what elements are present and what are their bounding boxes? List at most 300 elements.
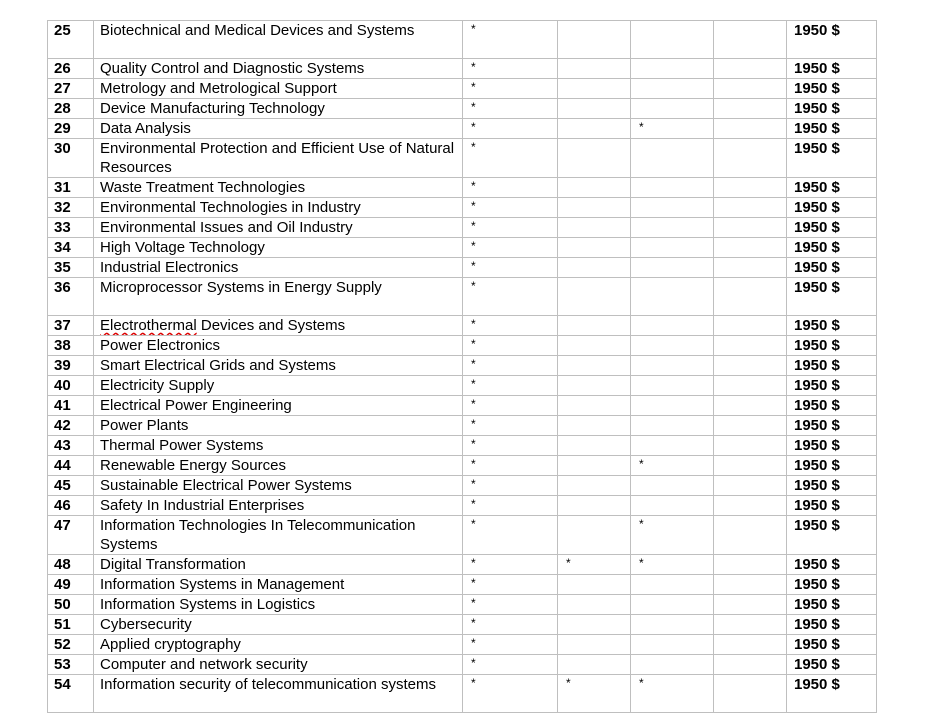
mark-col-1: * bbox=[471, 556, 476, 570]
row-number-cell bbox=[48, 555, 94, 575]
table-row bbox=[48, 595, 877, 615]
table-row bbox=[48, 59, 877, 79]
program-name: Power Plants bbox=[100, 417, 189, 434]
mark-col-1-cell bbox=[463, 456, 558, 476]
program-name-cell bbox=[94, 635, 463, 655]
programs-table bbox=[47, 20, 877, 713]
program-name: Environmental Issues and Oil Industry bbox=[100, 219, 353, 236]
program-name: Computer and network security bbox=[100, 656, 308, 673]
row-number-cell bbox=[48, 258, 94, 278]
row-number: 31 bbox=[54, 179, 71, 196]
mark-col-1-cell bbox=[463, 278, 558, 316]
mark-col-1: * bbox=[471, 417, 476, 431]
program-name-cell bbox=[94, 21, 463, 59]
mark-col-1: * bbox=[471, 616, 476, 630]
row-number-cell bbox=[48, 99, 94, 119]
mark-col-4-cell bbox=[714, 416, 787, 436]
mark-col-1-cell bbox=[463, 655, 558, 675]
price-cell bbox=[787, 99, 877, 119]
table-row bbox=[48, 119, 877, 139]
mark-col-2-cell bbox=[558, 595, 631, 615]
mark-col-2-cell bbox=[558, 79, 631, 99]
table-row bbox=[48, 278, 877, 316]
mark-col-4-cell bbox=[714, 496, 787, 516]
mark-col-2-cell bbox=[558, 178, 631, 198]
mark-col-1-cell bbox=[463, 198, 558, 218]
row-number: 35 bbox=[54, 259, 71, 276]
mark-col-3-cell bbox=[631, 59, 714, 79]
price-cell bbox=[787, 336, 877, 356]
row-number: 47 bbox=[54, 517, 71, 534]
price: 1950 $ bbox=[794, 616, 840, 633]
mark-col-2-cell bbox=[558, 496, 631, 516]
price-cell bbox=[787, 655, 877, 675]
mark-col-1: * bbox=[471, 457, 476, 471]
mark-col-3-cell bbox=[631, 376, 714, 396]
program-name: Industrial Electronics bbox=[100, 259, 239, 276]
row-number: 34 bbox=[54, 239, 71, 256]
mark-col-3: * bbox=[639, 517, 644, 531]
price-cell bbox=[787, 198, 877, 218]
mark-col-3-cell bbox=[631, 79, 714, 99]
mark-col-1: * bbox=[471, 377, 476, 391]
row-number-cell bbox=[48, 336, 94, 356]
program-name-cell bbox=[94, 336, 463, 356]
mark-col-1: * bbox=[471, 279, 476, 293]
mark-col-2-cell bbox=[558, 675, 631, 713]
price: 1950 $ bbox=[794, 259, 840, 276]
program-name-cell bbox=[94, 99, 463, 119]
row-number-cell bbox=[48, 139, 94, 178]
program-name: Device Manufacturing Technology bbox=[100, 100, 325, 117]
price: 1950 $ bbox=[794, 397, 840, 414]
program-name-cell bbox=[94, 178, 463, 198]
mark-col-1-cell bbox=[463, 79, 558, 99]
row-number: 30 bbox=[54, 140, 71, 157]
row-number: 38 bbox=[54, 337, 71, 354]
table-row bbox=[48, 336, 877, 356]
mark-col-1: * bbox=[471, 517, 476, 531]
program-name: Information Systems in Management bbox=[100, 576, 345, 593]
program-name-cell bbox=[94, 59, 463, 79]
mark-col-1: * bbox=[471, 337, 476, 351]
mark-col-1: * bbox=[471, 636, 476, 650]
mark-col-3-cell bbox=[631, 336, 714, 356]
table-row bbox=[48, 476, 877, 496]
program-name: Smart Electrical Grids and Systems bbox=[100, 357, 336, 374]
price: 1950 $ bbox=[794, 417, 840, 434]
price-cell bbox=[787, 119, 877, 139]
table-row bbox=[48, 178, 877, 198]
table-row bbox=[48, 21, 877, 59]
mark-col-3-cell bbox=[631, 635, 714, 655]
mark-col-4-cell bbox=[714, 258, 787, 278]
row-number: 42 bbox=[54, 417, 71, 434]
program-name-cell bbox=[94, 575, 463, 595]
mark-col-4-cell bbox=[714, 178, 787, 198]
mark-col-4-cell bbox=[714, 635, 787, 655]
mark-col-2-cell bbox=[558, 238, 631, 258]
mark-col-4-cell bbox=[714, 595, 787, 615]
price-cell bbox=[787, 178, 877, 198]
mark-col-1-cell bbox=[463, 356, 558, 376]
row-number-cell bbox=[48, 238, 94, 258]
mark-col-3-cell bbox=[631, 139, 714, 178]
mark-col-4-cell bbox=[714, 376, 787, 396]
row-number: 54 bbox=[54, 676, 71, 693]
program-name-cell bbox=[94, 356, 463, 376]
price: 1950 $ bbox=[794, 199, 840, 216]
row-number: 41 bbox=[54, 397, 71, 414]
mark-col-2-cell bbox=[558, 59, 631, 79]
row-number-cell bbox=[48, 21, 94, 59]
mark-col-3-cell bbox=[631, 595, 714, 615]
price: 1950 $ bbox=[794, 437, 840, 454]
mark-col-3-cell bbox=[631, 119, 714, 139]
mark-col-1: * bbox=[471, 179, 476, 193]
mark-col-3-cell bbox=[631, 516, 714, 555]
mark-col-4-cell bbox=[714, 516, 787, 555]
mark-col-3-cell bbox=[631, 258, 714, 278]
program-name-cell bbox=[94, 516, 463, 555]
price-cell bbox=[787, 436, 877, 456]
row-number-cell bbox=[48, 615, 94, 635]
program-name-cell bbox=[94, 675, 463, 713]
mark-col-1-cell bbox=[463, 99, 558, 119]
mark-col-2-cell bbox=[558, 278, 631, 316]
mark-col-4-cell bbox=[714, 575, 787, 595]
program-name-cell bbox=[94, 79, 463, 99]
mark-col-2-cell bbox=[558, 316, 631, 336]
program-name: Sustainable Electrical Power Systems bbox=[100, 477, 352, 494]
mark-col-2-cell bbox=[558, 119, 631, 139]
program-name-cell bbox=[94, 496, 463, 516]
mark-col-4-cell bbox=[714, 555, 787, 575]
mark-col-2-cell bbox=[558, 99, 631, 119]
row-number-cell bbox=[48, 396, 94, 416]
mark-col-1: * bbox=[471, 120, 476, 134]
table-row bbox=[48, 675, 877, 713]
mark-col-4-cell bbox=[714, 655, 787, 675]
mark-col-4-cell bbox=[714, 278, 787, 316]
mark-col-1-cell bbox=[463, 396, 558, 416]
program-name-cell bbox=[94, 456, 463, 476]
mark-col-1-cell bbox=[463, 119, 558, 139]
mark-col-3-cell bbox=[631, 198, 714, 218]
mark-col-1-cell bbox=[463, 59, 558, 79]
row-number: 26 bbox=[54, 60, 71, 77]
program-name-cell bbox=[94, 655, 463, 675]
price: 1950 $ bbox=[794, 60, 840, 77]
price: 1950 $ bbox=[794, 497, 840, 514]
mark-col-2-cell bbox=[558, 516, 631, 555]
row-number: 50 bbox=[54, 596, 71, 613]
program-name: Applied cryptography bbox=[100, 636, 241, 653]
mark-col-1-cell bbox=[463, 555, 558, 575]
program-name-cell bbox=[94, 416, 463, 436]
row-number-cell bbox=[48, 436, 94, 456]
row-number: 39 bbox=[54, 357, 71, 374]
table-row bbox=[48, 635, 877, 655]
price: 1950 $ bbox=[794, 676, 840, 693]
mark-col-1: * bbox=[471, 397, 476, 411]
mark-col-3-cell bbox=[631, 675, 714, 713]
program-name: Environmental Protection and Efficient Use of Natural Resources bbox=[100, 140, 455, 176]
row-number: 43 bbox=[54, 437, 71, 454]
program-name-cell bbox=[94, 595, 463, 615]
program-name-cell bbox=[94, 218, 463, 238]
program-name-cell bbox=[94, 396, 463, 416]
mark-col-2-cell bbox=[558, 615, 631, 635]
mark-col-1: * bbox=[471, 60, 476, 74]
mark-col-2-cell bbox=[558, 396, 631, 416]
mark-col-3: * bbox=[639, 120, 644, 134]
mark-col-1: * bbox=[471, 219, 476, 233]
program-name: Environmental Technologies in Industry bbox=[100, 199, 361, 216]
price: 1950 $ bbox=[794, 377, 840, 394]
price: 1950 $ bbox=[794, 556, 840, 573]
mark-col-2-cell bbox=[558, 139, 631, 178]
mark-col-2-cell bbox=[558, 555, 631, 575]
price: 1950 $ bbox=[794, 100, 840, 117]
program-name: Digital Transformation bbox=[100, 556, 246, 573]
mark-col-3-cell bbox=[631, 496, 714, 516]
row-number-cell bbox=[48, 376, 94, 396]
mark-col-3-cell bbox=[631, 178, 714, 198]
row-number-cell bbox=[48, 476, 94, 496]
mark-col-1: * bbox=[471, 477, 476, 491]
price-cell bbox=[787, 416, 877, 436]
table-row bbox=[48, 218, 877, 238]
row-number: 44 bbox=[54, 457, 71, 474]
mark-col-2-cell bbox=[558, 456, 631, 476]
mark-col-2-cell bbox=[558, 218, 631, 238]
mark-col-4-cell bbox=[714, 476, 787, 496]
row-number-cell bbox=[48, 456, 94, 476]
mark-col-1-cell bbox=[463, 258, 558, 278]
price-cell bbox=[787, 79, 877, 99]
price: 1950 $ bbox=[794, 279, 840, 296]
row-number: 49 bbox=[54, 576, 71, 593]
mark-col-3-cell bbox=[631, 356, 714, 376]
mark-col-4-cell bbox=[714, 336, 787, 356]
mark-col-4-cell bbox=[714, 356, 787, 376]
mark-col-4-cell bbox=[714, 218, 787, 238]
mark-col-1: * bbox=[471, 317, 476, 331]
mark-col-4-cell bbox=[714, 615, 787, 635]
row-number-cell bbox=[48, 218, 94, 238]
price: 1950 $ bbox=[794, 517, 840, 534]
mark-col-1-cell bbox=[463, 336, 558, 356]
price-cell bbox=[787, 238, 877, 258]
mark-col-4-cell bbox=[714, 396, 787, 416]
program-name: Quality Control and Diagnostic Systems bbox=[100, 60, 365, 77]
mark-col-3-cell bbox=[631, 99, 714, 119]
mark-col-1-cell bbox=[463, 496, 558, 516]
program-name: Data Analysis bbox=[100, 120, 191, 137]
mark-col-4-cell bbox=[714, 316, 787, 336]
program-name: Cybersecurity bbox=[100, 616, 192, 633]
program-name-cell bbox=[94, 555, 463, 575]
mark-col-4-cell bbox=[714, 99, 787, 119]
row-number: 46 bbox=[54, 497, 71, 514]
price: 1950 $ bbox=[794, 22, 840, 39]
price: 1950 $ bbox=[794, 239, 840, 256]
row-number-cell bbox=[48, 655, 94, 675]
mark-col-1: * bbox=[471, 22, 476, 36]
table-row bbox=[48, 99, 877, 119]
price: 1950 $ bbox=[794, 457, 840, 474]
row-number-cell bbox=[48, 178, 94, 198]
mark-col-4-cell bbox=[714, 139, 787, 178]
program-name: High Voltage Technology bbox=[100, 239, 265, 256]
row-number-cell bbox=[48, 675, 94, 713]
mark-col-1-cell bbox=[463, 436, 558, 456]
price-cell bbox=[787, 316, 877, 336]
mark-col-2-cell bbox=[558, 575, 631, 595]
row-number-cell bbox=[48, 79, 94, 99]
price: 1950 $ bbox=[794, 596, 840, 613]
program-name-cell bbox=[94, 258, 463, 278]
program-name-cell bbox=[94, 238, 463, 258]
program-name-cell bbox=[94, 615, 463, 635]
mark-col-4-cell bbox=[714, 79, 787, 99]
mark-col-1-cell bbox=[463, 595, 558, 615]
mark-col-1-cell bbox=[463, 376, 558, 396]
mark-col-3: * bbox=[639, 556, 644, 570]
mark-col-1: * bbox=[471, 497, 476, 511]
price-cell bbox=[787, 139, 877, 178]
program-name: Information Systems in Logistics bbox=[100, 596, 316, 613]
price-cell bbox=[787, 456, 877, 476]
mark-col-1: * bbox=[471, 437, 476, 451]
row-number-cell bbox=[48, 198, 94, 218]
mark-col-1: * bbox=[471, 140, 476, 154]
program-name-cell bbox=[94, 476, 463, 496]
table-row bbox=[48, 79, 877, 99]
program-name-cell bbox=[94, 376, 463, 396]
mark-col-3-cell bbox=[631, 615, 714, 635]
table-row bbox=[48, 396, 877, 416]
mark-col-3: * bbox=[639, 676, 644, 690]
mark-col-1: * bbox=[471, 576, 476, 590]
mark-col-1-cell bbox=[463, 21, 558, 59]
program-name: Power Electronics bbox=[100, 337, 221, 354]
price-cell bbox=[787, 675, 877, 713]
mark-col-2-cell bbox=[558, 21, 631, 59]
price: 1950 $ bbox=[794, 140, 840, 157]
mark-col-2-cell bbox=[558, 336, 631, 356]
price-cell bbox=[787, 575, 877, 595]
table-row bbox=[48, 456, 877, 476]
mark-col-2: * bbox=[566, 676, 571, 690]
mark-col-2-cell bbox=[558, 258, 631, 278]
price: 1950 $ bbox=[794, 576, 840, 593]
price-cell bbox=[787, 59, 877, 79]
table-row bbox=[48, 139, 877, 178]
table-row bbox=[48, 655, 877, 675]
mark-col-2-cell bbox=[558, 436, 631, 456]
mark-col-1-cell bbox=[463, 218, 558, 238]
program-name-cell bbox=[94, 198, 463, 218]
mark-col-1: * bbox=[471, 357, 476, 371]
price-cell bbox=[787, 555, 877, 575]
row-number: 53 bbox=[54, 656, 71, 673]
price-cell bbox=[787, 516, 877, 555]
mark-col-3-cell bbox=[631, 575, 714, 595]
row-number: 28 bbox=[54, 100, 71, 117]
table-row bbox=[48, 258, 877, 278]
row-number-cell bbox=[48, 416, 94, 436]
mark-col-1-cell bbox=[463, 615, 558, 635]
mark-col-1: * bbox=[471, 656, 476, 670]
program-name: Metrology and Metrological Support bbox=[100, 80, 337, 97]
program-name-cell bbox=[94, 316, 463, 336]
program-name: Thermal Power Systems bbox=[100, 437, 264, 454]
mark-col-1-cell bbox=[463, 516, 558, 555]
mark-col-1-cell bbox=[463, 238, 558, 258]
program-name: Safety In Industrial Enterprises bbox=[100, 497, 305, 514]
row-number-cell bbox=[48, 595, 94, 615]
mark-col-1-cell bbox=[463, 476, 558, 496]
mark-col-3-cell bbox=[631, 396, 714, 416]
program-name: Biotechnical and Medical Devices and Systems bbox=[100, 22, 415, 39]
row-number-cell bbox=[48, 356, 94, 376]
row-number: 37 bbox=[54, 317, 71, 334]
mark-col-2-cell bbox=[558, 416, 631, 436]
mark-col-4-cell bbox=[714, 119, 787, 139]
mark-col-2-cell bbox=[558, 655, 631, 675]
spellcheck-underline: Electrothermal bbox=[100, 317, 197, 334]
price-cell bbox=[787, 218, 877, 238]
row-number-cell bbox=[48, 496, 94, 516]
program-name: Waste Treatment Technologies bbox=[100, 179, 306, 196]
price-cell bbox=[787, 396, 877, 416]
mark-col-2-cell bbox=[558, 635, 631, 655]
mark-col-3-cell bbox=[631, 278, 714, 316]
mark-col-1: * bbox=[471, 199, 476, 213]
mark-col-3-cell bbox=[631, 476, 714, 496]
mark-col-3-cell bbox=[631, 416, 714, 436]
row-number-cell bbox=[48, 119, 94, 139]
mark-col-1-cell bbox=[463, 139, 558, 178]
table-row bbox=[48, 376, 877, 396]
price: 1950 $ bbox=[794, 219, 840, 236]
table-row bbox=[48, 615, 877, 635]
row-number: 33 bbox=[54, 219, 71, 236]
mark-col-2: * bbox=[566, 556, 571, 570]
row-number: 29 bbox=[54, 120, 71, 137]
row-number: 27 bbox=[54, 80, 71, 97]
row-number-cell bbox=[48, 59, 94, 79]
program-name: Electrothermal Devices and Systems bbox=[100, 317, 346, 334]
price-cell bbox=[787, 615, 877, 635]
program-name-cell bbox=[94, 436, 463, 456]
mark-col-2-cell bbox=[558, 476, 631, 496]
table-row bbox=[48, 356, 877, 376]
price: 1950 $ bbox=[794, 179, 840, 196]
price: 1950 $ bbox=[794, 317, 840, 334]
mark-col-1-cell bbox=[463, 635, 558, 655]
mark-col-1-cell bbox=[463, 316, 558, 336]
mark-col-3-cell bbox=[631, 21, 714, 59]
mark-col-3-cell bbox=[631, 238, 714, 258]
price-cell bbox=[787, 278, 877, 316]
program-name: Microprocessor Systems in Energy Supply bbox=[100, 279, 382, 296]
row-number: 45 bbox=[54, 477, 71, 494]
program-name: Electricity Supply bbox=[100, 377, 215, 394]
mark-col-4-cell bbox=[714, 59, 787, 79]
